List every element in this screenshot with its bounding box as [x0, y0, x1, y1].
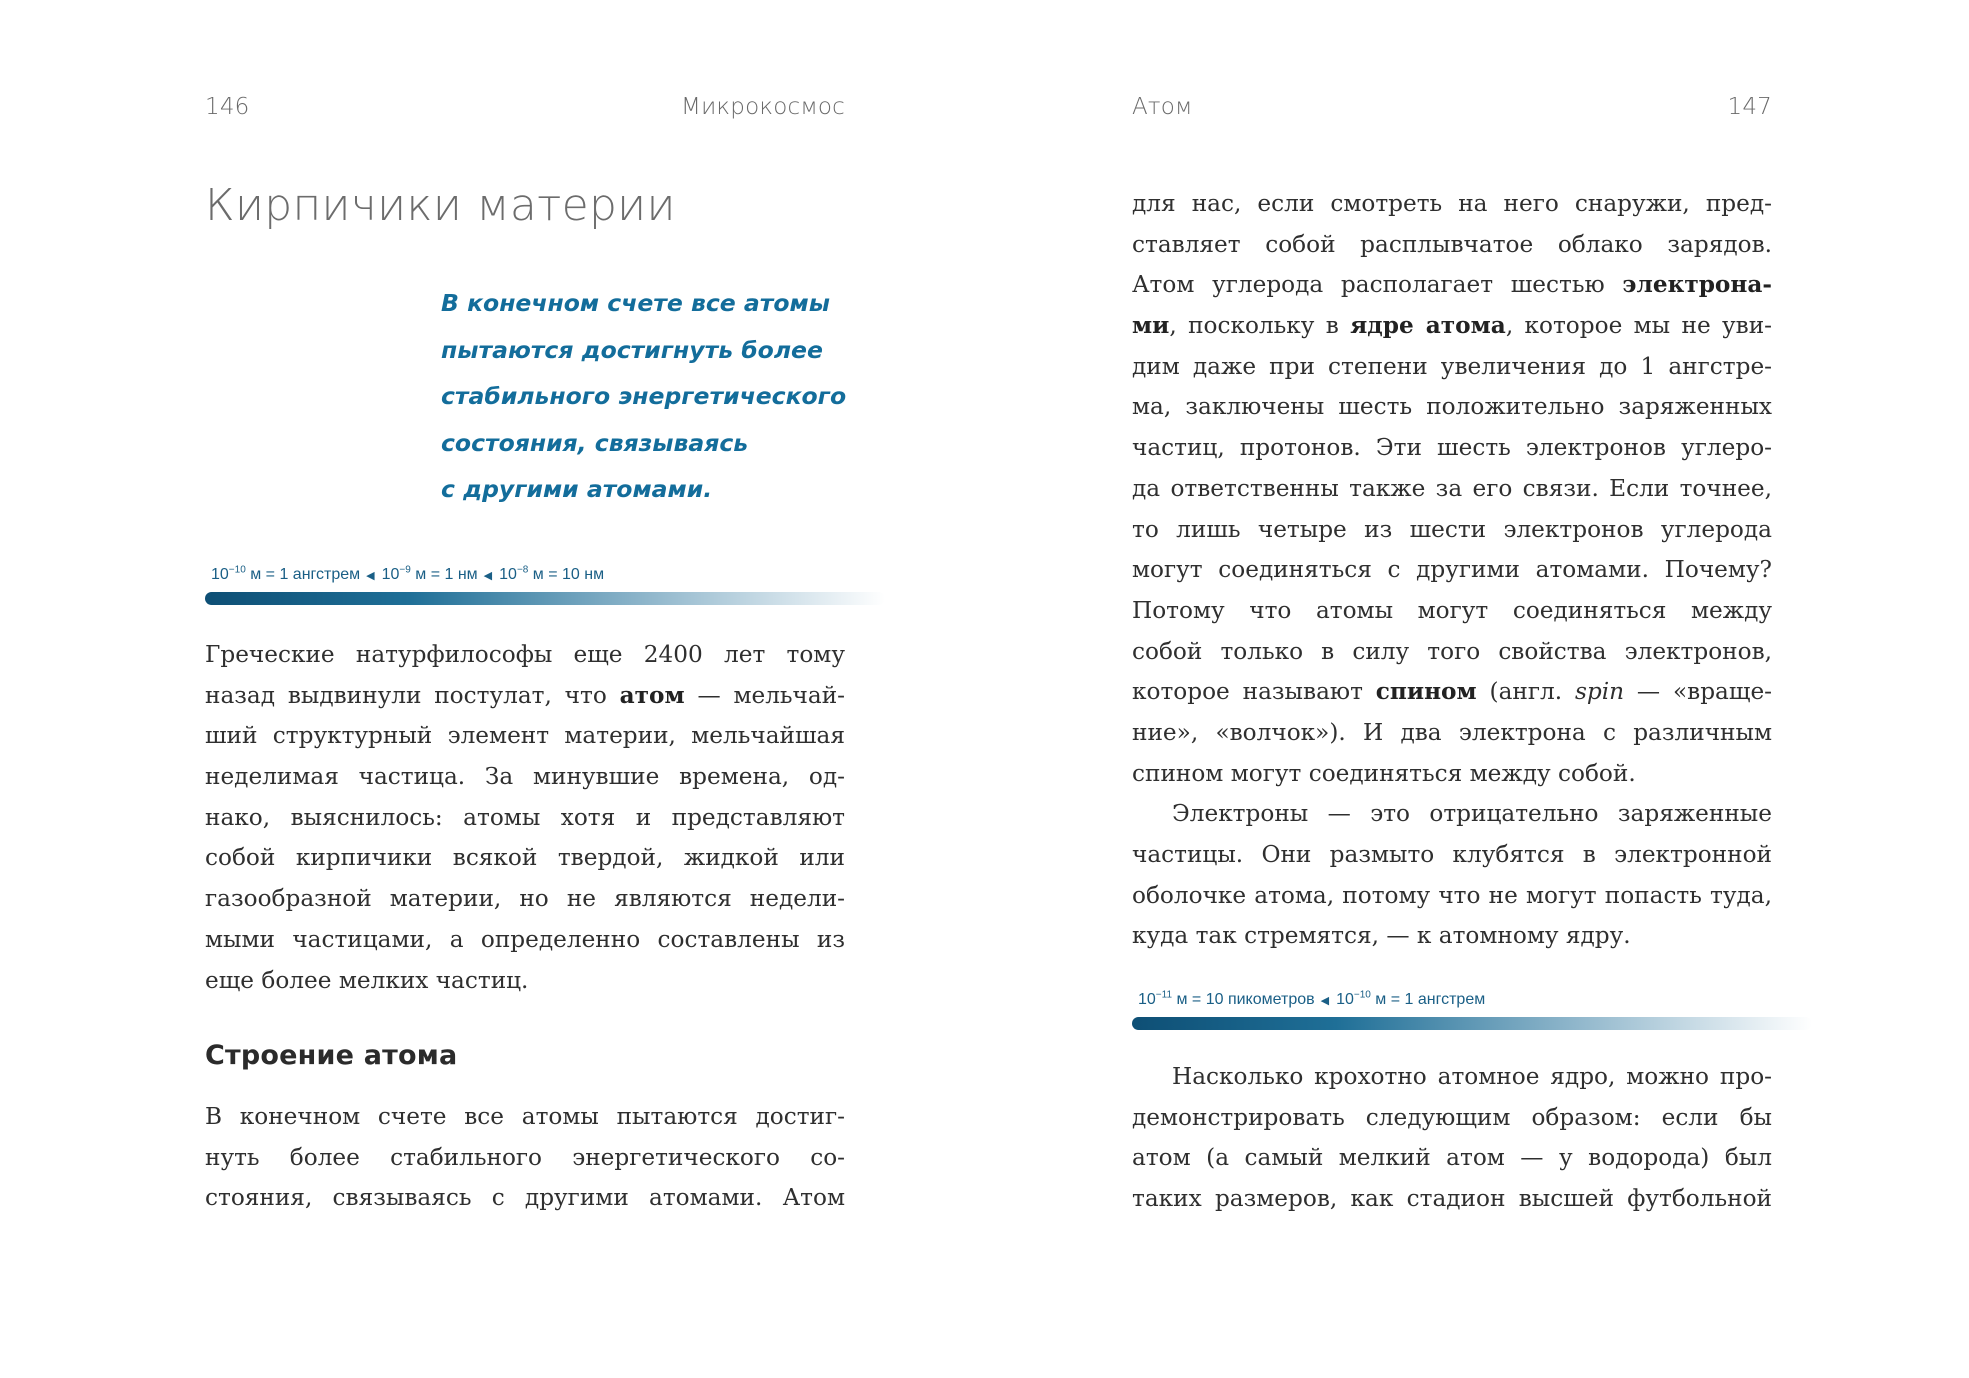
text-line: собой только в силу того свойства электронов,: [1132, 637, 1772, 665]
scale-bar-right: [1132, 990, 1812, 1034]
text-line: да ответственны также за его связи. Если точнее,: [1132, 474, 1772, 502]
scale-label: $10^{-10}$ м = 1 ангстрем: [1336, 990, 1486, 1009]
text-line: дим даже при степени увеличения до 1 ангстре-: [1132, 352, 1772, 380]
text-line: еще более мелких частиц.: [205, 966, 529, 994]
text-line: частиц, протонов. Эти шесть электронов углеро-: [1132, 434, 1772, 462]
triangle-left-icon: ◀: [1320, 995, 1330, 1008]
running-header-left: [205, 94, 845, 130]
italic-term: spin: [1574, 678, 1625, 706]
text-line: собой кирпичики всякой твердой, жидкой или: [205, 844, 845, 872]
body-paragraph: [205, 1097, 845, 1219]
text-line: В конечном счете все атомы пытаются достиг-: [205, 1103, 845, 1130]
left-page: [205, 0, 845, 1378]
running-head-right: Атом: [1132, 94, 1193, 120]
scale-label: $10^{-8}$ м = 10 нм: [499, 565, 605, 584]
text-line: атом (а самый мелкий атом — у водорода) был: [1132, 1144, 1772, 1172]
text-line: ший структурный элемент материи, мельчайшая: [205, 722, 845, 750]
pull-quote-line: пытаются достигнуть более: [441, 335, 823, 364]
text-line: для нас, если смотреть на него снаружи, пред-: [1132, 190, 1772, 217]
text-line: ставляет собой расплывчатое облако зарядов.: [1132, 230, 1772, 258]
triangle-left-icon: ◀: [483, 570, 493, 583]
pull-quote-line: стабильного энергетического: [441, 382, 847, 410]
text-line: неделимая частица. За минувшие времена, од-: [205, 763, 845, 791]
text-line: демонстрировать следующим образом: если бы: [1132, 1103, 1772, 1131]
text-line: нако, выяснилось: атомы хотя и представляют: [205, 803, 845, 831]
scale-label: $10^{-9}$ м = 1 нм: [381, 565, 478, 584]
text-line: нуть более стабильного энергетического со-: [205, 1143, 845, 1171]
body-paragraph: [1132, 184, 1772, 957]
text-line: то лишь четыре из шести электронов углерода: [1132, 515, 1772, 543]
scale-labels: [211, 565, 604, 584]
text-line: Потому что атомы могут соединяться между: [1132, 596, 1772, 624]
bold-term: электрона-: [1622, 271, 1772, 299]
scale-label: $10^{-11}$ м = 10 пикометров: [1138, 990, 1315, 1009]
bold-term: ядре атома: [1350, 312, 1506, 340]
text-line: могут соединяться с другими атомами. Почему?: [1132, 556, 1772, 584]
pull-quote-line: В конечном счете все атомы: [441, 289, 831, 317]
body-paragraph: [205, 635, 845, 1001]
section-heading: Строение атома: [205, 1040, 458, 1071]
running-head-left: Микрокосмос: [681, 94, 845, 120]
text-line: стояния, связываясь с другими атомами. Атом: [205, 1184, 845, 1212]
text-line: которое называют спином (англ. spin — «враще-: [1132, 678, 1772, 706]
pull-quote-line: с другими атомами.: [441, 475, 713, 503]
text-line: мыми частицами, а определенно составлены из: [205, 925, 845, 953]
bold-term: ми: [1132, 312, 1170, 340]
text-line: Греческие натурфилософы еще 2400 лет тому: [205, 641, 845, 668]
pull-quote-line: состояния, связываясь: [441, 428, 749, 457]
text-line: куда так стремятся, — к атомному ядру.: [1132, 922, 1631, 950]
text-line: Атом углерода располагает шестью электрона-: [1132, 271, 1772, 299]
bold-term: спином: [1375, 678, 1477, 706]
text-line: Электроны — это отрицательно заряженные: [1172, 800, 1772, 828]
text-line: газообразной материи, но не являются недели-: [205, 885, 845, 913]
text-line: оболочке атома, потому что не могут попасть туда,: [1132, 881, 1772, 909]
triangle-left-icon: ◀: [366, 570, 375, 583]
chapter-title: Кирпичики материи: [205, 180, 676, 231]
scale-gradient-bar: [1132, 1017, 1812, 1030]
scale-label: $10^{-10}$ м = 1 ангстрем: [211, 565, 361, 584]
page-number-left: 146: [205, 94, 250, 120]
scale-gradient-bar: [205, 592, 885, 605]
right-page: [1132, 0, 1772, 1378]
text-line: таких размеров, как стадион высшей футбольной: [1132, 1185, 1772, 1213]
text-line: назад выдвинули постулат, что атом — мельчай-: [205, 681, 845, 709]
running-header-right: [1132, 94, 1772, 130]
text-line: ми, поскольку в ядре атома, которое мы не уви-: [1132, 312, 1772, 340]
scale-labels: [1138, 990, 1485, 1009]
scale-bar-left: [205, 565, 885, 609]
text-line: частицы. Они размыто клубятся в электронной: [1132, 841, 1772, 868]
text-line: ние», «волчок»). И два электрона с различным: [1132, 718, 1772, 746]
text-line: спином могут соединяться между собой.: [1132, 759, 1636, 787]
text-line: ма, заключены шесть положительно заряженных: [1132, 393, 1772, 421]
bold-term: атом: [619, 681, 685, 709]
body-paragraph: [1132, 1057, 1772, 1220]
text-line: Насколько крохотно атомное ядро, можно про-: [1172, 1063, 1772, 1090]
pull-quote: [441, 280, 861, 513]
page-number-right: 147: [1727, 94, 1772, 120]
